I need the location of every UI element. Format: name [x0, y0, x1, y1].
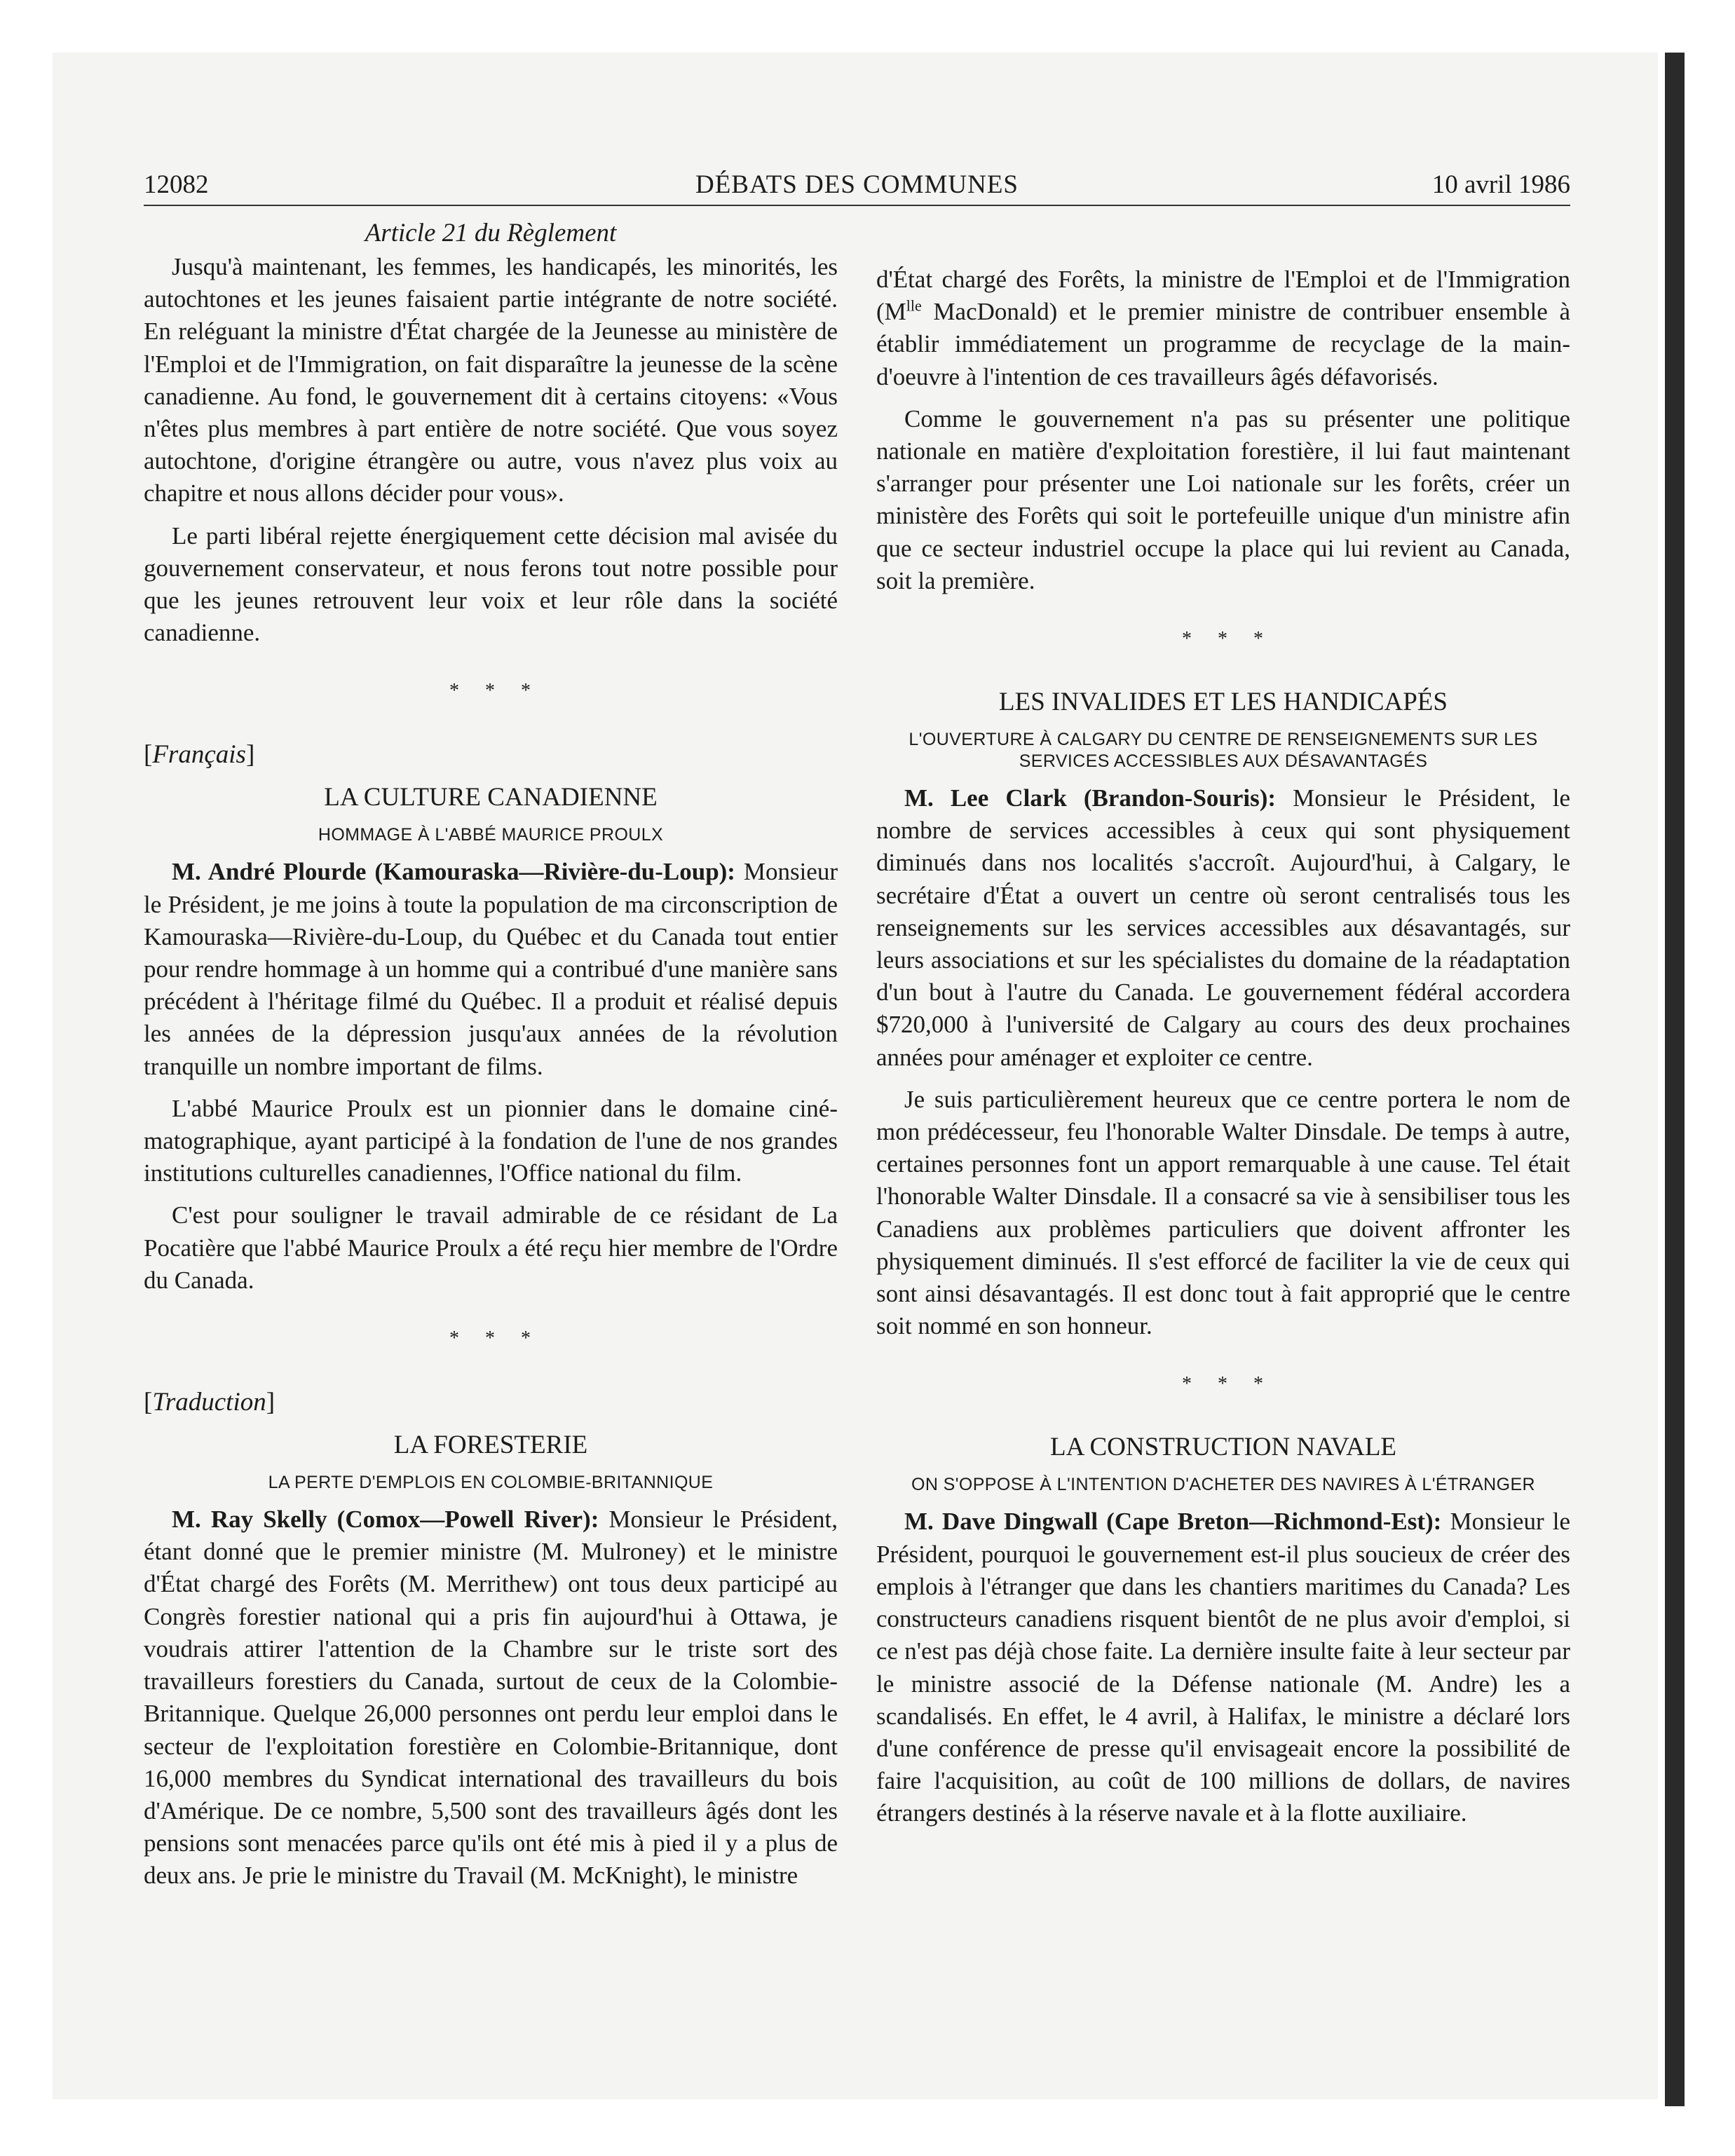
paragraph: Jusqu'à maintenant, les femmes, les handicapés, les minorités, les autochtones et les jeunes faisaient partie intégrante de notre société. En reléguant la ministre d'État chargée de la Jeunesse au ministère de l'Emploi et de l'Immigration, on fait disparaître la jeunesse de la scène canadienne. Au fond, le gouvernement dit à certains citoyens: «Vous n'êtes plus membres à part entière de notre société. Que vous soyez autochtone, d'origine étrangère ou autre, vous n'avez plus voix au chapitre et nous allons décider pour vous».: [144, 253, 838, 507]
speech-text: Monsieur le Président, le nombre de services accessibles à ceux qui sont physiquement diminués dans nos localités s'accroît. Aujourd'hui, à Calgary, le secrétaire d'État a ouvert un centre où seront centralisés tous les renseignements sur les services accessibles aux désavantagés, sur leurs associations et sur les spécialistes du domaine de la réadaptation d'un bout à l'autre du Canada. Le gouvernement fédéral accordera $720,000 à l'université de Calgary au cours des deux prochaines années pour aménager et exploiter ce centre.: [876, 784, 1571, 1071]
speech-text: d'État chargé des Forêts, la ministre de l'Emploi et de l'Immigration (M: [876, 266, 1570, 326]
article-heading: Article 21 du Règlement: [365, 219, 617, 247]
paragraph: [876, 782, 1570, 1074]
speech-text: Monsieur le Président, je me joins à toute la population de ma circonscription de Kamouraska—Rivière-du-Loup, du Québec et du Canada tout entier pour rendre hommage à un homme qui a contribué d'une manière sans précédent à l'héritage filmé du Québec. Il a produit et réalisé depuis les années de la dépression jusqu'aux années de la révolution tranquille un nombre important de films.: [144, 858, 838, 1080]
paragraph: Le parti libéral rejette énergiquement cette décision mal avisée du gouvernement conservateur, et nous ferons tout notre possible pour que les jeunes retrouvent leur voix et leur rôle dans la société canadienne.: [144, 521, 838, 647]
language-label: Français: [152, 740, 246, 770]
speaker-name: M. Lee Clark (Brandon-Souris):: [904, 784, 1277, 812]
section-subtitle: HOMMAGE À L'ABBÉ MAURICE PROULX: [318, 825, 664, 845]
speech-text: Monsieur le Président, étant donné que le premier ministre (M. Mulroney) et le ministre d'État chargé des Forêts (M. Merrithew) ont tous deux participé au Congrès forestier national qui a pris fin aujourd'hui à Ottawa, je voudrais attirer l'attention de la Chambre sur le triste sort des travailleurs forestiers du Canada, surtout de ceux de la Colombie-Britannique. Quelque 26,000 personnes ont perdu leur emploi dans le secteur de l'exploitation forestière en Colombie-Britannique, dont 16,000 membres du Syndicat international des travailleurs du bois d'Amérique. De ce nombre, 5,500 sont des travailleurs âgés dont les pensions sont menacées parce qu'ils ont été mis à pied il y a plus de deux ans. Je prie le ministre du Travail (M. McKnight), le ministre: [144, 1506, 838, 1890]
language-marker: [Traduction]: [144, 1388, 275, 1417]
speech-text: Monsieur le Président, pourquoi le gouvernement est-il plus soucieux de créer des emplois à l'étranger que dans les chantiers maritimes du Canada? Les constructeurs canadiens risquent bientôt de ne plus avoir d'emploi, si ce n'est pas déjà chose faite. La dernière insulte faite à leur secteur par le ministre associé de la Défense nationale (M. Andre) les a scandalisés. En effet, le 4 avril, à Halifax, le ministre a déclaré lors d'une conférence de presse qu'il envisageait encore la possibilité de faire l'acquisition, au coût de 100 millions de dollars, de navires étrangers destinés à la réserve navale et à la flotte auxiliaire.: [876, 1508, 1570, 1827]
paragraph: Je suis particulièrement heureux que ce centre portera le nom de mon prédécesseur, feu l'honorable Walter Dinsdale. De temps à autre, certaines personnes font un apport remarquable à une cause. Tel était l'honorable Walter Dinsdale. Il a consacré sa vie à sensibiliser tous les Canadiens aux problèmes particuliers que doivent affronter les physiquement diminués. Il s'est efforcé de faciliter la vie de ceux qui sont ainsi désavantagés. Il est donc tout à fait approprié que le centre soit nommé en son honneur.: [876, 1085, 1570, 1340]
paragraph: [876, 1506, 1570, 1829]
language-marker: [Français]: [144, 740, 255, 770]
section-title: LES INVALIDES ET LES HANDICAPÉS: [999, 688, 1448, 717]
section-title: LA CONSTRUCTION NAVALE: [1049, 1433, 1397, 1462]
publication-date: 10 avril 1986: [1431, 170, 1570, 199]
section-separator: * * *: [449, 1328, 532, 1350]
page-header: [144, 165, 1570, 206]
paragraph: [144, 856, 838, 1082]
superscript: lle: [906, 296, 922, 315]
publication-title: DÉBATS DES COMMUNES: [695, 170, 1019, 199]
paragraph: Comme le gouvernement n'a pas su présenter une politique nationale en matière d'exploitation forestière, il lui faut maintenant s'arranger pour présenter une Loi nationale sur les forêts, créer un ministère des Forêts qui soit le portefeuille unique d'un ministre afin que ce secteur industriel occupe la place qui lui revient au Canada, soit la première.: [876, 404, 1570, 594]
section-title: LA FORESTERIE: [393, 1431, 588, 1460]
speaker-name: M. Dave Dingwall (Cape Breton—Richmond-Est):: [904, 1508, 1442, 1536]
scan-edge-bar: [1665, 53, 1685, 2106]
paragraph: [144, 1503, 838, 1892]
section-subtitle: ON S'OPPOSE À L'INTENTION D'ACHETER DES NAVIRES À L'ÉTRANGER: [911, 1475, 1535, 1495]
right-column: [876, 264, 1570, 1830]
language-label: Traduction: [152, 1388, 266, 1417]
section-separator: * * *: [1182, 1373, 1265, 1396]
section-separator: * * *: [449, 680, 532, 702]
speech-text: MacDonald) et le premier ministre de contribuer ensemble à établir immédiatement un programme de recyclage de la main-d'oeuvre à l'intention de ces travailleurs âgés défavorisés.: [876, 298, 1570, 390]
speaker-name: M. André Plourde (Kamouraska—Rivière-du-Loup):: [172, 858, 735, 886]
section-subtitle: L'OUVERTURE À CALGARY DU CENTRE DE RENSEIGNEMENTS SUR LES SERVICES ACCESSIBLES AUX DÉSAVANTAGÉS: [909, 730, 1538, 772]
left-column: [144, 251, 838, 1892]
speaker-name: M. Ray Skelly (Comox—Powell River):: [172, 1506, 599, 1534]
paragraph: C'est pour souligner le travail admirable de ce résidant de La Pocatière que l'abbé Maurice Proulx a été reçu hier membre de l'Ordre du Canada.: [144, 1201, 838, 1294]
section-separator: * * *: [1182, 628, 1265, 650]
section-subtitle: LA PERTE D'EMPLOIS EN COLOMBIE-BRITANNIQUE: [268, 1473, 714, 1493]
page-number: 12082: [144, 170, 209, 199]
paragraph: [876, 264, 1570, 393]
paragraph: L'abbé Maurice Proulx est un pionnier dans le domaine cinématographique, ayant participé à la fondation de l'une de nos grandes institutions culturelles canadiennes, l'Office national du film.: [144, 1094, 838, 1187]
section-title: LA CULTURE CANADIENNE: [324, 783, 658, 812]
